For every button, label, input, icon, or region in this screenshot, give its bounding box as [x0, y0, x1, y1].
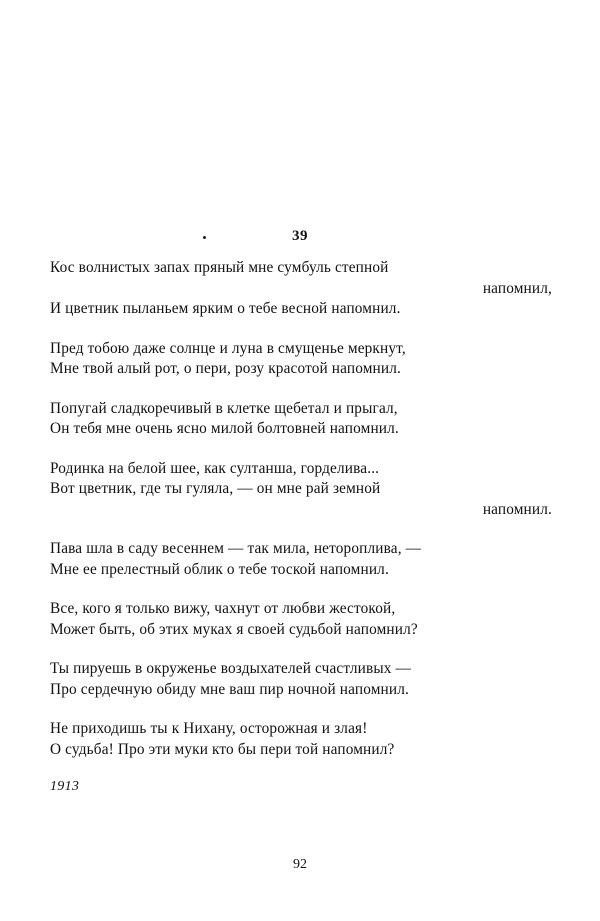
- poem-line: Может быть, об этих муках я своей судьбой напомнил?: [50, 620, 418, 638]
- poem-line: Родинка на белой шее, как султанша, горделива...: [50, 459, 380, 477]
- poem-line: Он тебя мне очень ясно милой болтовней напомнил.: [50, 420, 399, 437]
- stanza: [50, 399, 558, 440]
- stanza: [50, 719, 558, 760]
- poem-line: напомнил.: [482, 500, 552, 518]
- stanza: [50, 659, 558, 700]
- poem-line: Мне твой алый рот, о пери, розу красотой напомнил.: [50, 360, 401, 377]
- poem-line: Вот цветник, где ты гуляла, — он мне рай земной: [50, 480, 381, 497]
- poem-line: Не приходишь ты к Нихану, осторожная и злая!: [50, 720, 368, 737]
- stanza: [50, 339, 558, 380]
- poem-line: Про сердечную обиду мне ваш пир ночной напомнил.: [50, 680, 409, 698]
- poem-body: [50, 258, 558, 795]
- poem-line: Ты пируешь в окруженье воздыхателей счастливых —: [50, 660, 411, 677]
- poem-year: 1913: [50, 779, 80, 794]
- stanza: [50, 599, 558, 640]
- poem-line: И цветник пыланьем ярким о тебе весной напомнил.: [50, 300, 401, 317]
- poem-line: напомнил,: [482, 279, 552, 297]
- poem-line: Все, кого я только вижу, чахнут от любви жестокой,: [50, 600, 396, 617]
- poem-line: Пред тобою даже солнце и луна в смущенье меркнут,: [50, 339, 406, 357]
- poem-number: 39: [292, 228, 308, 244]
- poem-line: О судьба! Про эти муки кто бы пери той напомнил?: [50, 740, 395, 758]
- stanza: [50, 539, 558, 580]
- page-number: 92: [293, 857, 307, 872]
- stanza: [50, 258, 558, 320]
- stanza: [50, 459, 558, 521]
- poem-line: Пава шла в саду весеннем — так мила, нетороплива, —: [50, 540, 422, 557]
- poem-line: Мне ее прелестный облик о тебе тоской напомнил.: [50, 560, 389, 578]
- poem-line: Кос волнистых запах пряный мне сумбуль степной: [50, 259, 389, 276]
- poem-line: Попугай сладкоречивый в клетке щебетал и прыгал,: [50, 399, 398, 417]
